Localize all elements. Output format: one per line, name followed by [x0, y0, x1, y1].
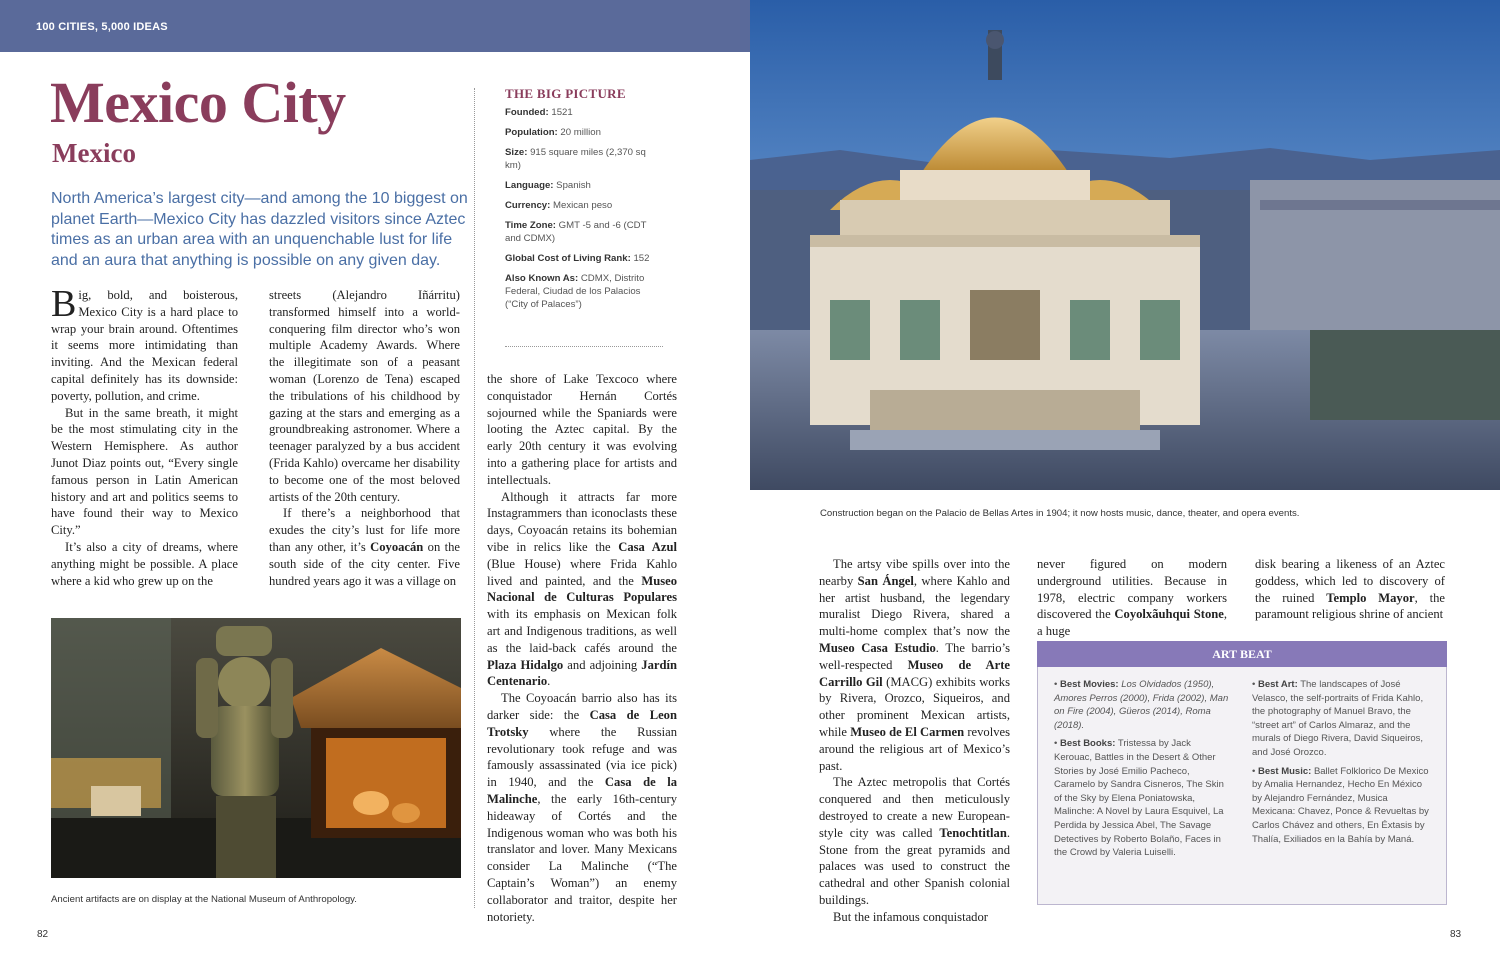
best-books: • Best Books: Tristessa by Jack Kerouac, Battles in the Desert & Other Stories by José Emilio Pacheco, Caramelo by Sandra Cisneros, The Skin of the Sky by Elena Poniatowska, Malinche: A Novel by Laura Esquivel, La Perdida by Jessica Abel, The Savage Detectives by Roberto Bolaño, Faces in the Crowd by Valeria Luiselli. [1054, 738, 1224, 859]
column-divider [474, 88, 475, 908]
highlight-el-carmen: Museo de El Carmen [850, 724, 965, 739]
highlight-carrillo-gil: Museo de Arte Carrillo Gil [819, 657, 1011, 689]
best-movies: • Best Movies: Los Olvidados (1950), Amores Perros (2000), Frida (2002), Man on Fire (2004), Güeros (2014), Roma (2018). [1054, 679, 1229, 731]
highlight-coyoacan: Coyoacán [370, 539, 424, 554]
art-beat-right-column [1252, 678, 1430, 851]
col1-para-3: It’s also a city of dreams, where anything might be possible. A place where a kid who grew up on the [51, 539, 238, 588]
museum-caption: Ancient artifacts are on display at the National Museum of Anthropology. [51, 894, 357, 905]
body-column-4 [819, 556, 1010, 926]
col4-para-3: But the infamous conquistador [833, 909, 988, 924]
art-beat-heading: ART BEAT [1037, 641, 1447, 667]
art-beat-left-column [1054, 678, 1229, 865]
highlight-museo-culturas: Museo Nacional de Culturas Populares [487, 573, 677, 605]
highlight-plaza-hidalgo: Plaza Hidalgo [487, 657, 564, 672]
best-music: • Best Music: Ballet Folklorico De Mexico by Amalia Hernandez, Hecho En México by Alejandro Fernández, Musica Mexicana: Chavez, Ponce & Revueltas by Carlos Chávez and others, En Éxtasis by Thalía, Exiliados en la Bahía by Maná. [1252, 765, 1429, 845]
highlight-malinche: Casa de la Malinche [487, 775, 678, 806]
highlight-stone: Coyolxãuhqui Stone [1114, 607, 1224, 622]
highlight-jardin: Jardín Centenario [487, 657, 677, 689]
col3-para-2: Although it attracts far more Instagrammers than iconoclasts these days, Coyoacán retains its bohemian vibe in relics like the Casa Azul (Blue House) where Frida Kahlo lived and painted, and the Museo Nacional de Culturas Populares with its emphasis on Mexican folk art and Indigenous traditions, as well as the laid-back cafés around the Plaza Hidalgo and adjoining Jardín Centenario. [487, 489, 677, 689]
intro-paragraph: North America’s largest city—and among the 10 biggest on planet Earth—Mexico City has dazzled visitors since Aztec times as an urban area with an unquenchable lust for life and an aura that anything is possible on any given day. [51, 190, 468, 269]
fact-cost-rank: Global Cost of Living Rank: 152 [505, 253, 650, 264]
col2-para-2: If there’s a neighborhood that exudes the city’s lust for life more than any other, it’s Coyoacán on the south side of the city center. Five hundred years ago it was a village on [269, 506, 460, 588]
fact-size: Size: 915 square miles (2,370 sq km) [505, 147, 646, 171]
museum-photo [51, 618, 461, 878]
big-picture-heading: THE BIG PICTURE [505, 86, 626, 101]
series-label: 100 CITIES, 5,000 IDEAS [36, 21, 168, 33]
page-title: Mexico City [50, 70, 346, 135]
col1-para-2: But in the same breath, it might be the most stimulating city in the Western Hemisphere. As author Junot Diaz points out, “Every single famous person in Latin American history and art and politics seems to have found their way to Mexico City.” [51, 405, 238, 538]
highlight-templo-mayor: Templo Mayor [1326, 590, 1415, 605]
page-subtitle: Mexico [52, 138, 136, 168]
col2-para-1: streets (Alejandro Iñárritu) transformed himself into a world-conquering film director who’s won multiple Academy Awards. Where the illegitimate son of a peasant woman (Lorenzo de Tena) escaped the tribulations of his childhood by gazing at the stars and emerging as a groundbreaking astronomer. Where a teenager paralyzed by a bus accident (Frida Kahlo) overcame her disability to become one of the most beloved artists of the 20th century. [269, 288, 460, 504]
fact-population: Population: 20 million [505, 127, 601, 138]
highlight-trotsky: Casa de Leon Trotsky [487, 707, 677, 739]
col4-para-1: The artsy vibe spills over into the nearby San Ángel, where Kahlo and her artist husband, the legendary muralist Diego Rivera, shared a multi-home complex that’s now the Museo Casa Estudio. The barrio’s well-respected Museo de Arte Carrillo Gil (MACG) exhibits works by Rivera, Orozco, Siqueiros, and other prominent Mexican artists, while Museo de El Carmen revolves around the religious art of Mexico’s past. [819, 557, 1011, 773]
big-picture-rule [505, 346, 663, 347]
col1-para-1: ig, bold, and boisterous, Mexico City is a hard place to wrap your brain around. Oftentimes it seems more intimidating than inviting. And the Mexican federal capital definitely has its downside: poverty, pollution, and crime. [51, 288, 238, 403]
body-column-5 [1037, 556, 1227, 640]
page-number-right: 83 [1450, 929, 1462, 940]
highlight-casa-estudio: Museo Casa Estudio [819, 640, 936, 655]
page-number-left: 82 [37, 929, 49, 940]
fact-language: Language: Spanish [505, 180, 591, 191]
body-column-1 [51, 283, 238, 589]
best-art: • Best Art: The landscapes of José Velasco, the self-portraits of Frida Kahlo, the photography of Manuel Bravo, the “street art” of Carlos Almaraz, and the murals of Diego Rivera, David Siqueiros, and José Orozco. [1252, 679, 1424, 758]
body-column-6 [1255, 556, 1445, 623]
col4-para-2: The Aztec metropolis that Cortés conquered and then meticulously destroyed to create a new European-style city was called Tenochtitlan. Stone from the great pyramids and palaces was used to construct the cathedral and other Spanish colonial buildings. [819, 775, 1010, 907]
highlight-tenochtitlan: Tenochtitlan [939, 825, 1007, 840]
fact-currency: Currency: Mexican peso [505, 200, 613, 211]
palace-photo [750, 0, 1500, 490]
col3-para-3: The Coyoacán barrio also has its darker side: the Casa de Leon Trotsky where the Russian revolutionary took refuge and was famously assassinated (via ice pick) in 1940, and the Casa de la Malinche, the early 16th-century hideaway of Cortés and the Indigenous woman who was both his translator and lover. Many Mexicans consider La Malinche (“The Captain’s Woman”) an enemy collaborator and traitor, despite her notoriety. [487, 691, 678, 924]
col6-para-1: disk bearing a likeness of an Aztec goddess, which led to discovery of the ruined Templo Mayor, the paramount religious shrine of ancient [1255, 557, 1445, 622]
fact-founded: Founded: 1521 [505, 107, 573, 118]
highlight-casa-azul: Casa Azul [618, 539, 677, 554]
drop-cap: B [51, 283, 77, 325]
col5-para-1: never figured on modern underground utilities. Because in 1978, electric company workers discovered the Coyolxãuhqui Stone, a huge [1037, 557, 1227, 639]
palace-caption: Construction began on the Palacio de Bellas Artes in 1904; it now hosts music, dance, theater, and opera events. [820, 508, 1300, 519]
body-column-3 [487, 371, 677, 925]
fact-timezone: Time Zone: GMT -5 and -6 (CDT and CDMX) [505, 220, 647, 244]
highlight-san-angel: San Ángel [857, 573, 914, 588]
body-column-2 [269, 287, 460, 589]
fact-aka: Also Known As: CDMX, Distrito Federal, Ciudad de los Palacios (“City of Palaces”) [505, 273, 645, 310]
big-picture-facts [505, 106, 663, 318]
col3-para-1: the shore of Lake Texcoco where conquistador Hernán Cortés sojourned while the Spaniards were looting the Aztec capital. By the early 20th century it was evolving into a gathering place for artists and intellectuals. [487, 372, 677, 487]
